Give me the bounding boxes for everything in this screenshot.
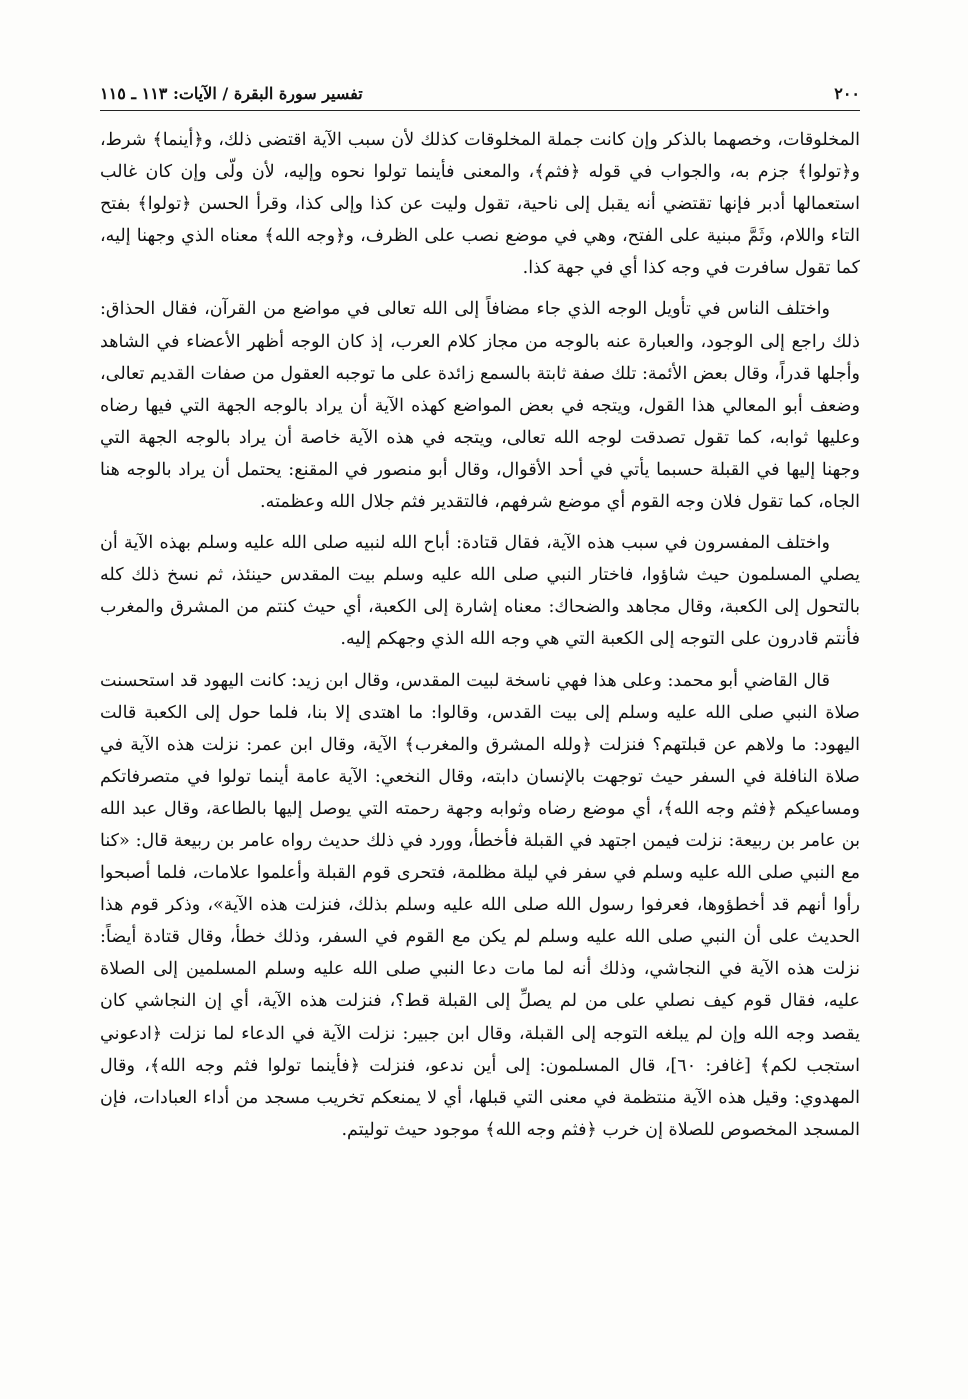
running-header bbox=[100, 80, 860, 108]
page-number: ٢٠٠ bbox=[834, 84, 860, 103]
running-title: تفسير سورة البقرة / الآيات: ١١٣ ـ ١١٥ bbox=[100, 84, 363, 103]
header-divider bbox=[100, 110, 860, 111]
paragraph-4: قال القاضي أبو محمد: وعلى هذا فهي ناسخة لبيت المقدس، وقال ابن زيد: كانت اليهود قد استحسنت صلاة النبي صلى الله عليه وسلم إلى بيت القدس، وقالوا: ما اهتدى إلا بنا، فلما حول إلى الكعبة قالت اليهود: ما ولاهم عن قبلتهم؟ فنزلت ﴿ولله المشرق والمغرب﴾ الآية، وقال ابن عمر: نزلت هذه الآية في صلاة النافلة في السفر حيث توجهت بالإنسان دابته، وقال النخعي: الآية عامة أينما تولوا في متصرفاتكم ومساعيكم ﴿فثم وجه الله﴾، أي موضع رضاه وثوابه وجهة رحمته التي يوصل إليها بالطاعة، وقال عبد الله بن عامر بن ربيعة: نزلت فيمن اجتهد في القبلة فأخطأ، وورد في ذلك حديث رواه عامر بن ربيعة قال: «كنا مع النبي صلى الله عليه وسلم في سفر في ليلة مظلمة، فتحرى قوم القبلة وأعلموا علامات، فلما أصبحوا رأوا أنهم قد أخطؤوها، فعرفوا رسول الله صلى الله عليه وسلم بذلك، فنزلت هذه الآية»، وذكر قوم هذا الحديث على أن النبي صلى الله عليه وسلم لم يكن مع القوم في السفر، وذلك خطأ، وقال قتادة أيضاً: نزلت هذه الآية في النجاشي، وذلك أنه لما مات دعا النبي صلى الله عليه وسلم المسلمين إلى الصلاة عليه، فقال قوم كيف نصلي على من لم يصلِّ إلى القبلة قط؟، فنزلت هذه الآية، أي إن النجاشي كان يقصد وجه الله وإن لم يبلغه التوجه إلى القبلة، وقال ابن جبير: نزلت الآية في الدعاء لما نزلت ﴿ادعوني استجب لكم﴾ [غافر: ٦٠]، قال المسلمون: إلى أين ندعو، فنزلت ﴿فأينما تولوا فثم وجه الله﴾، وقال المهدوي: وقيل هذه الآية منتظمة في معنى التي قبلها، أي لا يمنعكم تخريب مسجد من أداء العبادات، فإن المسجد المخصوص للصلاة إن خرب ﴿فثم وجه الله﴾ موجود حيث توليتم. bbox=[100, 670, 860, 1140]
paragraph-3: واختلف المفسرون في سبب هذه الآية، فقال قتادة: أباح الله لنبيه صلى الله عليه وسلم بهذه الآية أن يصلي المسلمون حيث شاؤوا، فاختار النبي صلى الله عليه وسلم بيت المقدس حينئذ، ثم نسخ ذلك كله بالتحول إلى الكعبة، وقال مجاهد والضحاك: معناه إشارة إلى الكعبة، أي حيث كنتم من المشرق والمغرب فأنتم قادرون على التوجه إلى الكعبة التي هي وجه الله الذي وجهكم إليه. bbox=[100, 533, 860, 650]
paragraph-2: واختلف الناس في تأويل الوجه الذي جاء مضافاً إلى الله تعالى في مواضع من القرآن، فقال الحذاق: ذلك راجع إلى الوجود، والعبارة عنه بالوجه من مجاز كلام العرب، إذ كان الوجه أظهر الأعضاء في الشاهد وأجلها قدراً، وقال بعض الأئمة: تلك صفة ثابتة بالسمع زائدة على ما توجبه العقول من صفات القديم تعالى، وضعف أبو المعالي هذا القول، ويتجه في بعض المواضع كهذه الآية أن يراد بالوجه الجهة التي فيها رضاه وعليها ثوابه، كما تقول تصدقت لوجه الله تعالى، ويتجه في هذه الآية خاصة أن يراد بالوجه الجهة التي وجهنا إليها في القبلة حسبما يأتي في أحد الأقوال، وقال أبو منصور في المقنع: يحتمل أن يراد بالوجه هنا الجاه، كما تقول فلان وجه القوم أي موضع شرفهم، فالتقدير فثم جلال الله وعظمته. bbox=[100, 299, 860, 513]
tafsir-text bbox=[100, 124, 860, 1364]
paragraph-1: المخلوقات، وخصهما بالذكر وإن كانت جملة المخلوقات كذلك لأن سبب الآية اقتضى ذلك، و﴿أينما﴾ شرط، و﴿تولوا﴾ جزم به، والجواب في قوله ﴿فثم﴾، والمعنى فأينما تولوا نحوه وإليه، لأن ولّى وإن كان غالب استعمالها أدبر فإنها تقتضي أنه يقبل إلى ناحية، تقول وليت عن كذا وإلى كذا، وقرأ الحسن ﴿تولوا﴾ بفتح التاء واللام، وثَمَّ مبنية على الفتح، وهي في موضع نصب على الظرف، و﴿وجه الله﴾ معناه الذي وجهنا إليه، كما تقول سافرت في وجه كذا أي في جهة كذا. bbox=[100, 130, 860, 279]
